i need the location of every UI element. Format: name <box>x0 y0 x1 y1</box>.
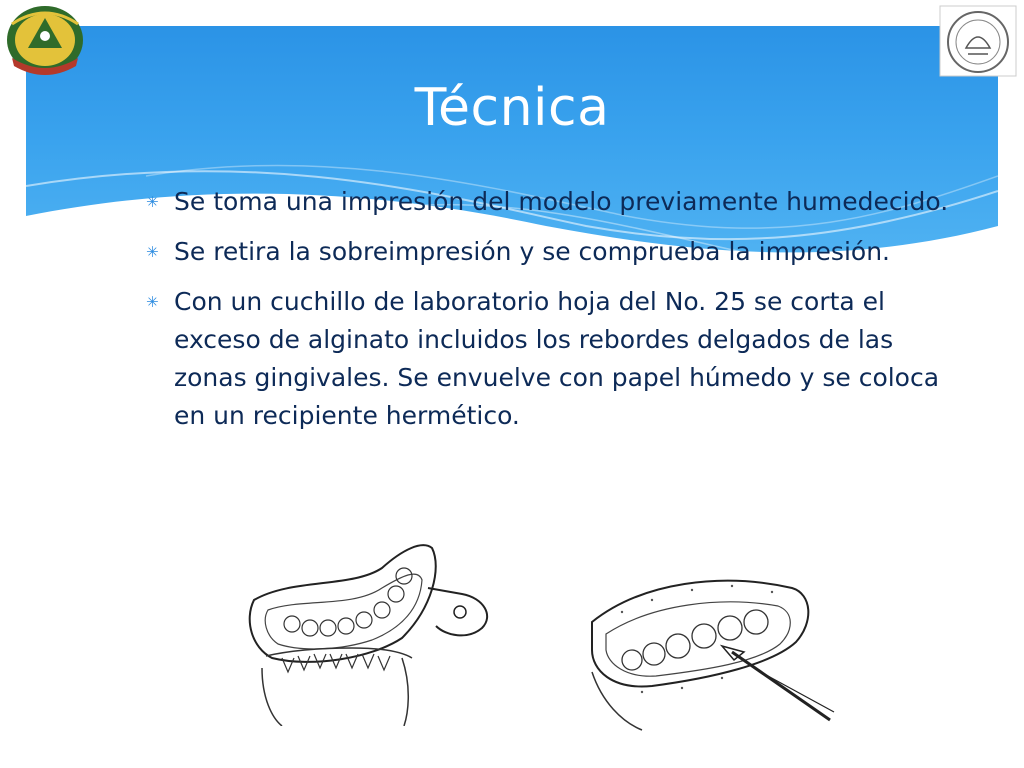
knife-trimming-impression-sketch-icon <box>582 552 844 732</box>
asterisk-bullet-icon: ✳ <box>146 193 159 211</box>
bullet-list <box>146 183 966 447</box>
asterisk-bullet-icon: ✳ <box>146 243 159 261</box>
bullet-text: Se retira la sobreimpresión y se comprueba la impresión. <box>174 237 890 266</box>
bullet-item <box>146 283 966 435</box>
bullet-text: Se toma una impresión del modelo previamente humedecido. <box>174 187 949 216</box>
asterisk-bullet-icon: ✳ <box>146 293 159 311</box>
university-crest-icon <box>2 0 88 78</box>
bullet-text: Con un cuchillo de laboratorio hoja del No. 25 se corta el exceso de alginato incluidos los rebordes delgados de las zonas gingivales. Se envuelve con papel húmedo y se coloca en un recipiente hermético. <box>174 287 940 430</box>
bullet-item <box>146 233 966 271</box>
impression-tray-sketch-icon <box>232 528 518 726</box>
bullet-item <box>146 183 966 221</box>
seal-icon <box>938 4 1018 78</box>
slide-title: Técnica <box>414 78 610 138</box>
